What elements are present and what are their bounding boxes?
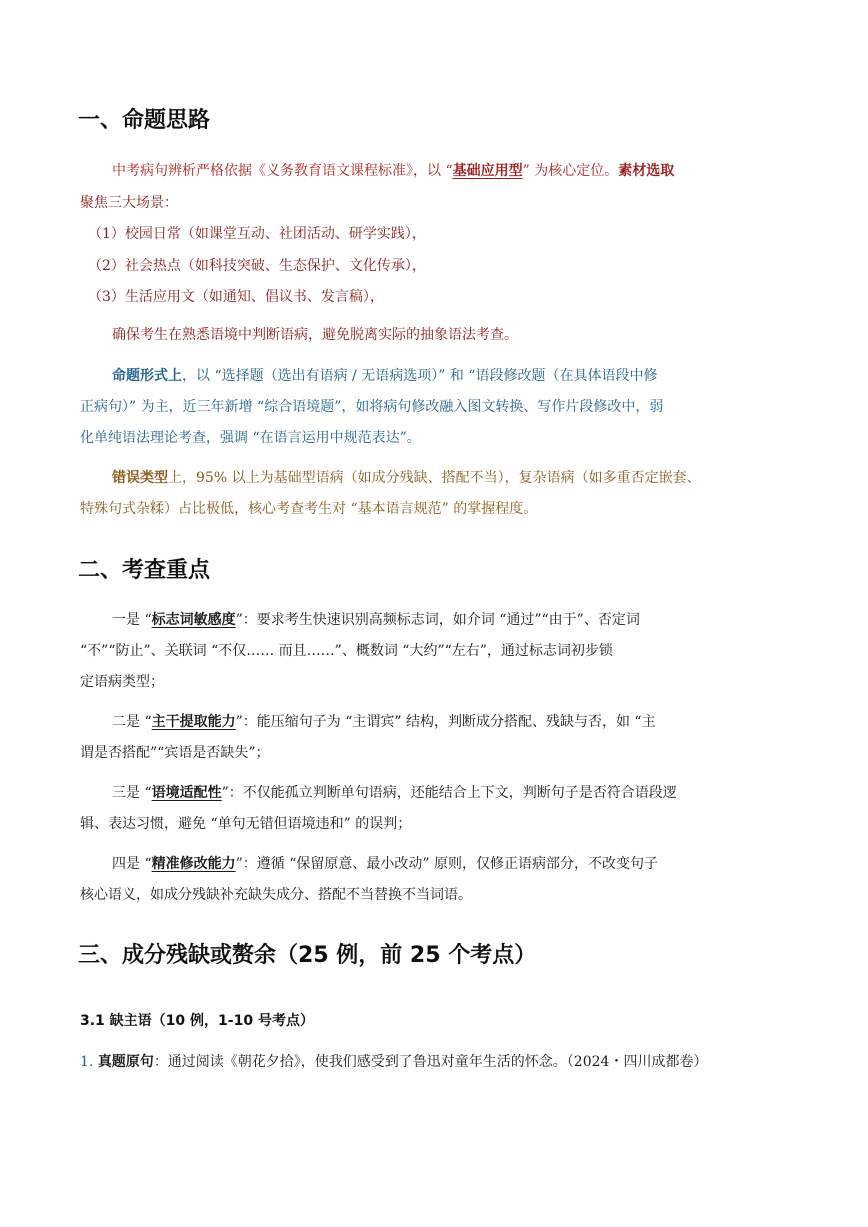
text-span: 一是 “ xyxy=(112,612,152,628)
section-heading-3: 三、成分残缺或赘余（25 例，前 25 个考点） xyxy=(78,943,537,968)
key-point-1 xyxy=(112,610,640,630)
text-span: 上，95% 以上为基础型语病（如成分残缺、搭配不当），复杂语病（如多重否定嵌套、 xyxy=(168,470,701,486)
paragraph-error-types xyxy=(112,468,701,488)
list-item: （3）生活应用文（如通知、倡议书、发言稿）， xyxy=(88,289,384,305)
paragraph-line: 辑、表达习惯，避免 “单句无错但语境违和” 的误判； xyxy=(80,816,412,832)
paragraph-line: 核心语义，如成分残缺补充缺失成分、搭配不当替换不当词语。 xyxy=(80,887,472,903)
paragraph-line: 化单纯语法理论考查，强调 “在语言运用中规范表达”。 xyxy=(80,430,421,446)
text-span: 二是 “ xyxy=(112,714,152,730)
text-span: ”：要求考生快速识别高频标志词，如介词 “通过”“由于”、否定词 xyxy=(235,612,640,628)
paragraph-line: 确保考生在熟悉语境中判断语病，避免脱离实际的抽象语法考查。 xyxy=(112,327,518,343)
paragraph-line: 定语病类型； xyxy=(80,674,164,690)
key-point-3 xyxy=(112,783,677,803)
highlight-term: 错误类型 xyxy=(112,470,168,486)
text-span: ” 为核心定位。 xyxy=(522,163,619,179)
text-span: ”：不仅能孤立判断单句语病，还能结合上下文，判断句子是否符合语段逻 xyxy=(221,785,677,801)
key-point-4 xyxy=(112,854,658,874)
key-term: 语境适配性 xyxy=(151,785,222,801)
example-number: 1. xyxy=(80,1054,94,1070)
text-span: ”：能压缩句子为 “主谓宾” 结构，判断成分搭配、残缺与否，如 “主 xyxy=(235,714,656,730)
paragraph-line: 特殊句式杂糅）占比极低，核心考查考生对 “基本语言规范” 的掌握程度。 xyxy=(80,501,538,517)
text-span: 四是 “ xyxy=(112,856,152,872)
paragraph-positioning xyxy=(112,161,674,181)
subsection-heading: 3.1 缺主语（10 例，1-10 号考点） xyxy=(80,1013,314,1029)
section-heading-2: 二、考查重点 xyxy=(78,558,211,583)
text-span: ，以 “选择题（选出有语病 / 无语病选项）” 和 “语段修改题（在具体语段中修 xyxy=(182,368,658,384)
section-heading-1: 一、命题思路 xyxy=(78,108,211,133)
paragraph-line: 聚焦三大场景： xyxy=(80,195,178,211)
highlight-term: 素材选取 xyxy=(618,163,675,179)
paragraph-line: 正病句）” 为主，近三年新增 “综合语境题”，如将病句修改融入图文转换、写作片段修改中，弱 xyxy=(80,399,664,415)
paragraph-line: 谓是否搭配”“宾语是否缺失”； xyxy=(80,745,270,761)
text-span: ”：遵循 “保留原意、最小改动” 原则，仅修正语病部分，不改变句子 xyxy=(235,856,658,872)
example-text: ：通过阅读《朝花夕拾》，使我们感受到了鲁迅对童年生活的怀念。（2024・四川成都卷） xyxy=(153,1054,708,1070)
key-point-2 xyxy=(112,712,656,732)
key-term: 精准修改能力 xyxy=(151,856,236,872)
key-term: 标志词敏感度 xyxy=(151,612,236,628)
list-item: （1）校园日常（如课堂互动、社团活动、研学实践）， xyxy=(88,226,426,242)
text-span: 中考病句辨析严格依据《义务教育语文课程标准》，以 “ xyxy=(112,163,453,179)
highlight-term: 基础应用型 xyxy=(452,163,523,179)
example-label: 真题原句 xyxy=(97,1054,154,1070)
paragraph-format xyxy=(112,366,657,386)
paragraph-line: “不”“防止”、关联词 “不仅…… 而且……”、概数词 “大约”“左右”，通过标志词初步锁 xyxy=(80,643,613,659)
key-term: 主干提取能力 xyxy=(151,714,236,730)
highlight-term: 命题形式上 xyxy=(112,368,182,384)
list-item: （2）社会热点（如科技突破、生态保护、文化传承）， xyxy=(88,258,426,274)
example-item-1 xyxy=(80,1052,707,1072)
text-span: 三是 “ xyxy=(112,785,152,801)
